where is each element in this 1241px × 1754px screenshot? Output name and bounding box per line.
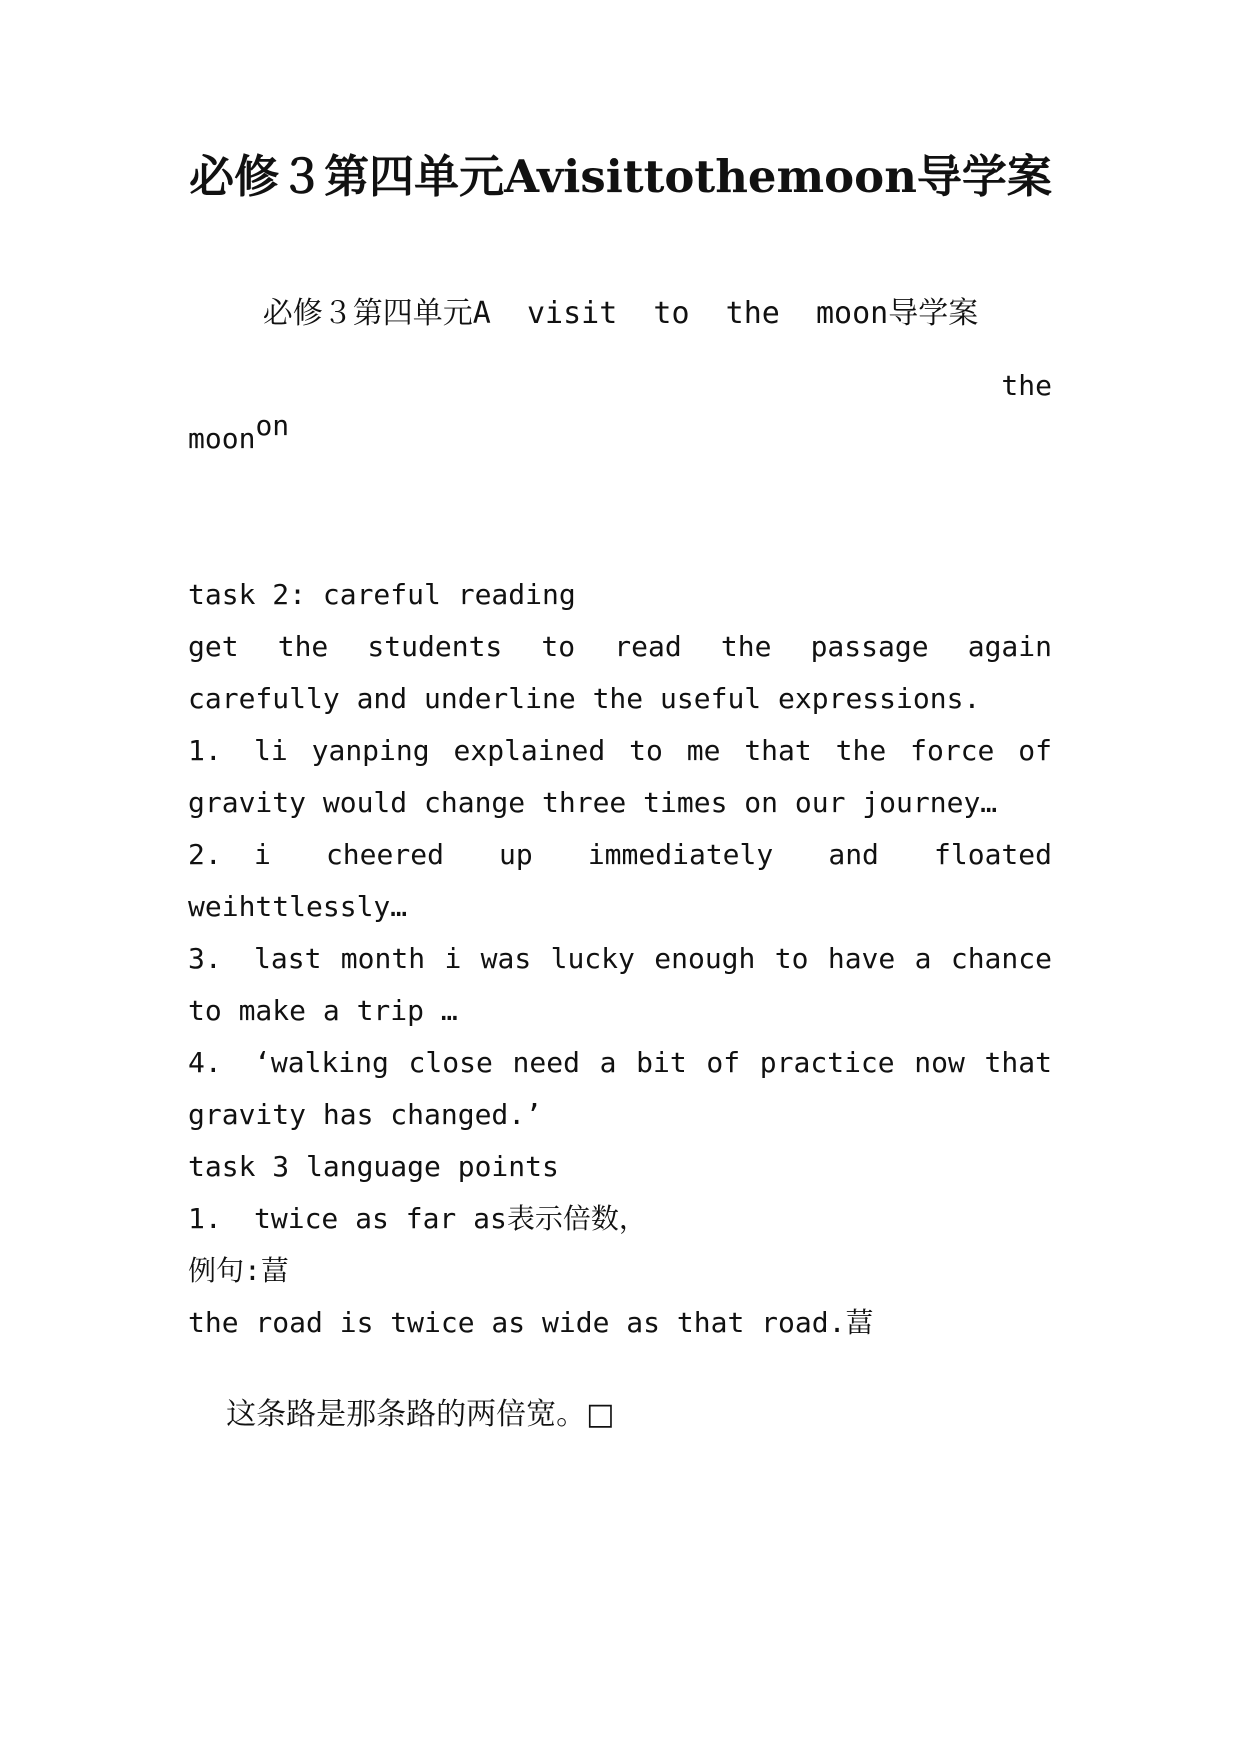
list-item-2-line2: weihttlessly… [188, 890, 408, 923]
box-glyph: □ [586, 1397, 615, 1432]
list-item-3-line1 [188, 939, 1052, 979]
task2-heading: task 2: careful reading [188, 578, 576, 611]
task3-heading: task 3 language points [188, 1150, 559, 1183]
task2-intro-line2: carefully and underline the useful expressions. [188, 682, 981, 715]
list-item-1-line2: gravity would change three times on our journey… [188, 786, 998, 819]
list-item-text: ‘walking close need a bit of practice now that [254, 1046, 1052, 1079]
moon-line: moon [188, 422, 256, 455]
list-item-1-line1 [188, 731, 1052, 771]
point-text: twice as far as表示倍数， [254, 1202, 647, 1235]
header-right-word: the [1001, 369, 1052, 402]
header-left-word: on [255, 409, 290, 442]
list-item-number: 4. [188, 1046, 222, 1079]
list-item-3-line2: to make a trip … [188, 994, 458, 1027]
list-item-text: last month i was lucky enough to have a chance [254, 942, 1052, 975]
example-english: the road is twice as wide as that road.葍 [188, 1306, 874, 1339]
task2-intro-line1: get the students to read the passage again [188, 630, 1052, 663]
list-item-number: 3. [188, 942, 222, 975]
list-item-text: li yanping explained to me that the force of [254, 734, 1052, 767]
list-item-number: 1. [188, 734, 222, 767]
example-chinese-text: 这条路是那条路的两倍宽。 [226, 1397, 587, 1432]
list-item-4-line2: gravity has changed.’ [188, 1098, 543, 1131]
list-item-4-line1 [188, 1043, 1052, 1083]
list-item-number: 2. [188, 838, 222, 871]
document-subtitle: 必修３第四单元A visit to the moon导学案 [262, 296, 979, 331]
example-label: 例句:葍 [188, 1254, 289, 1287]
point-number: 1. [188, 1202, 222, 1235]
example-chinese [188, 1355, 1052, 1475]
list-item-text: i cheered up immediately and floated [254, 838, 1052, 871]
list-item-2-line1 [188, 835, 1052, 875]
document-title: 必修３第四单元Avisittothemoon导学案 [189, 150, 1052, 203]
point-1 [188, 1199, 1052, 1239]
